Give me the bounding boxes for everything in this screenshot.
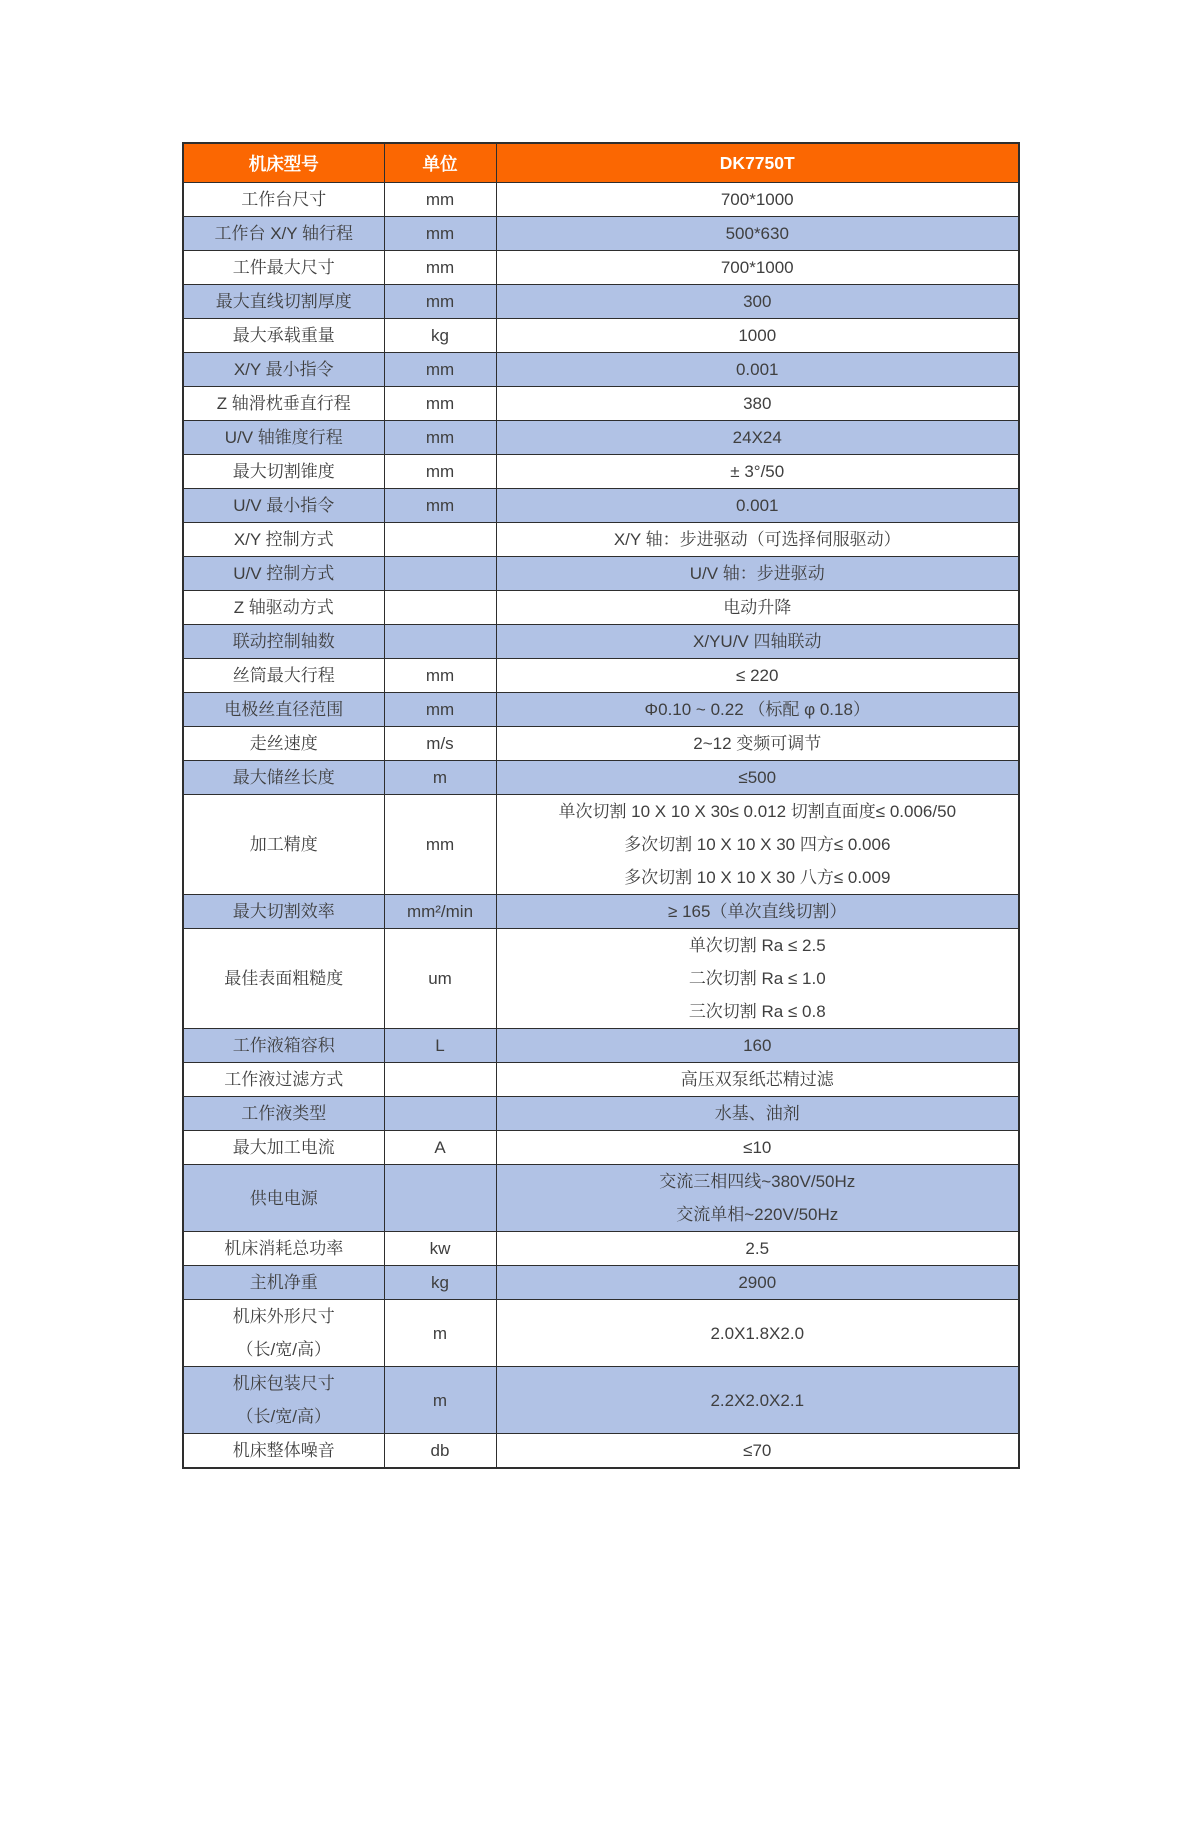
spec-value-cell: 2~12 变频可调节 <box>496 727 1019 761</box>
spec-unit-cell: mm <box>384 353 496 387</box>
spec-value-cell: 2900 <box>496 1266 1019 1300</box>
spec-label-cell: X/Y 最小指令 <box>183 353 384 387</box>
table-row <box>183 455 1019 489</box>
spec-value-cell: 380 <box>496 387 1019 421</box>
spec-value-cell: 2.2X2.0X2.1 <box>496 1367 1019 1434</box>
table-row <box>183 489 1019 523</box>
spec-label-cell: 联动控制轴数 <box>183 625 384 659</box>
spec-label-cell: 机床包装尺寸 （长/宽/高） <box>183 1367 384 1434</box>
spec-unit-cell: mm <box>384 251 496 285</box>
spec-unit-cell <box>384 523 496 557</box>
spec-label-cell: 最佳表面粗糙度 <box>183 929 384 1029</box>
spec-unit-cell <box>384 625 496 659</box>
spec-label-cell: 工件最大尺寸 <box>183 251 384 285</box>
table-row <box>183 285 1019 319</box>
spec-value-cell: 500*630 <box>496 217 1019 251</box>
spec-value-cell: 高压双泵纸芯精过滤 <box>496 1063 1019 1097</box>
spec-label-cell: 工作液箱容积 <box>183 1029 384 1063</box>
table-row <box>183 795 1019 895</box>
spec-label-cell: 最大直线切割厚度 <box>183 285 384 319</box>
spec-unit-cell: mm <box>384 659 496 693</box>
spec-value-cell: 300 <box>496 285 1019 319</box>
spec-table-container <box>182 142 1018 1469</box>
table-row <box>183 1367 1019 1434</box>
table-row <box>183 659 1019 693</box>
spec-unit-cell <box>384 1097 496 1131</box>
spec-value-cell: ≤500 <box>496 761 1019 795</box>
spec-unit-cell: mm <box>384 795 496 895</box>
spec-value-cell: 700*1000 <box>496 251 1019 285</box>
table-row <box>183 1434 1019 1469</box>
spec-unit-cell: mm <box>384 183 496 217</box>
spec-label-cell: 走丝速度 <box>183 727 384 761</box>
table-row <box>183 251 1019 285</box>
spec-label-cell: 机床外形尺寸 （长/宽/高） <box>183 1300 384 1367</box>
spec-label-cell: 最大承载重量 <box>183 319 384 353</box>
table-row <box>183 1029 1019 1063</box>
spec-value-cell: 160 <box>496 1029 1019 1063</box>
spec-label-cell: 供电电源 <box>183 1165 384 1232</box>
table-row <box>183 693 1019 727</box>
spec-unit-cell: mm <box>384 489 496 523</box>
table-row <box>183 387 1019 421</box>
spec-unit-cell: kw <box>384 1232 496 1266</box>
spec-label-cell: 最大切割效率 <box>183 895 384 929</box>
table-row <box>183 625 1019 659</box>
spec-value-cell: 1000 <box>496 319 1019 353</box>
spec-unit-cell <box>384 591 496 625</box>
header-unit-label: 单位 <box>384 143 496 183</box>
table-row <box>183 421 1019 455</box>
spec-unit-cell: A <box>384 1131 496 1165</box>
table-row <box>183 1232 1019 1266</box>
spec-value-cell: 0.001 <box>496 489 1019 523</box>
spec-unit-cell: m <box>384 1367 496 1434</box>
header-row <box>183 143 1019 183</box>
spec-unit-cell <box>384 1165 496 1232</box>
spec-value-cell: 单次切割 10 X 10 X 30≤ 0.012 切割直面度≤ 0.006/50 多次切割 10 X 10 X 30 四方≤ 0.006 多次切割 10 X 10 X 30 八方≤ 0.009 <box>496 795 1019 895</box>
spec-value-cell: ≤10 <box>496 1131 1019 1165</box>
spec-unit-cell: mm <box>384 387 496 421</box>
spec-unit-cell: m <box>384 761 496 795</box>
spec-value-cell: X/Y 轴：步进驱动（可选择伺服驱动） <box>496 523 1019 557</box>
spec-value-cell: 2.5 <box>496 1232 1019 1266</box>
table-row <box>183 523 1019 557</box>
table-row <box>183 1063 1019 1097</box>
spec-value-cell: 24X24 <box>496 421 1019 455</box>
table-row <box>183 727 1019 761</box>
spec-unit-cell: L <box>384 1029 496 1063</box>
spec-value-cell: 0.001 <box>496 353 1019 387</box>
spec-unit-cell: mm <box>384 421 496 455</box>
spec-label-cell: 工作台 X/Y 轴行程 <box>183 217 384 251</box>
spec-value-cell: X/YU/V 四轴联动 <box>496 625 1019 659</box>
header-model-value: DK7750T <box>496 143 1019 183</box>
table-row <box>183 557 1019 591</box>
spec-label-cell: 工作台尺寸 <box>183 183 384 217</box>
spec-label-cell: 最大储丝长度 <box>183 761 384 795</box>
spec-value-cell: ≥ 165（单次直线切割） <box>496 895 1019 929</box>
table-row <box>183 353 1019 387</box>
spec-unit-cell: mm <box>384 285 496 319</box>
spec-unit-cell: kg <box>384 319 496 353</box>
spec-label-cell: 最大加工电流 <box>183 1131 384 1165</box>
table-row <box>183 217 1019 251</box>
spec-label-cell: 最大切割锥度 <box>183 455 384 489</box>
spec-label-cell: 丝筒最大行程 <box>183 659 384 693</box>
table-row <box>183 1131 1019 1165</box>
spec-label-cell: 电极丝直径范围 <box>183 693 384 727</box>
spec-value-cell: 700*1000 <box>496 183 1019 217</box>
spec-unit-cell: mm <box>384 455 496 489</box>
spec-unit-cell: mm²/min <box>384 895 496 929</box>
spec-label-cell: Z 轴滑枕垂直行程 <box>183 387 384 421</box>
spec-label-cell: 工作液类型 <box>183 1097 384 1131</box>
spec-unit-cell: kg <box>384 1266 496 1300</box>
table-row <box>183 183 1019 217</box>
spec-unit-cell: db <box>384 1434 496 1469</box>
spec-value-cell: U/V 轴：步进驱动 <box>496 557 1019 591</box>
spec-label-cell: U/V 控制方式 <box>183 557 384 591</box>
spec-value-cell: Φ0.10 ~ 0.22 （标配 φ 0.18） <box>496 693 1019 727</box>
spec-label-cell: 机床整体噪音 <box>183 1434 384 1469</box>
spec-value-cell: ≤ 220 <box>496 659 1019 693</box>
table-row <box>183 1300 1019 1367</box>
spec-unit-cell <box>384 557 496 591</box>
table-row <box>183 1097 1019 1131</box>
table-row <box>183 1266 1019 1300</box>
spec-value-cell: 2.0X1.8X2.0 <box>496 1300 1019 1367</box>
spec-value-cell: 单次切割 Ra ≤ 2.5 二次切割 Ra ≤ 1.0 三次切割 Ra ≤ 0.8 <box>496 929 1019 1029</box>
table-row <box>183 761 1019 795</box>
spec-value-cell: ± 3°/50 <box>496 455 1019 489</box>
spec-label-cell: Z 轴驱动方式 <box>183 591 384 625</box>
table-row <box>183 591 1019 625</box>
spec-table-body <box>183 183 1019 1469</box>
spec-label-cell: 加工精度 <box>183 795 384 895</box>
spec-label-cell: 机床消耗总功率 <box>183 1232 384 1266</box>
spec-label-cell: 工作液过滤方式 <box>183 1063 384 1097</box>
spec-value-cell: 电动升降 <box>496 591 1019 625</box>
header-model-label: 机床型号 <box>183 143 384 183</box>
spec-value-cell: 交流三相四线~380V/50Hz 交流单相~220V/50Hz <box>496 1165 1019 1232</box>
spec-unit-cell: m/s <box>384 727 496 761</box>
spec-label-cell: 主机净重 <box>183 1266 384 1300</box>
spec-label-cell: U/V 轴锥度行程 <box>183 421 384 455</box>
spec-value-cell: ≤70 <box>496 1434 1019 1469</box>
spec-unit-cell <box>384 1063 496 1097</box>
spec-label-cell: X/Y 控制方式 <box>183 523 384 557</box>
table-row <box>183 929 1019 1029</box>
table-row <box>183 895 1019 929</box>
spec-value-cell: 水基、油剂 <box>496 1097 1019 1131</box>
table-row <box>183 1165 1019 1232</box>
spec-unit-cell: um <box>384 929 496 1029</box>
machine-spec-table <box>182 142 1020 1469</box>
spec-unit-cell: mm <box>384 693 496 727</box>
spec-unit-cell: mm <box>384 217 496 251</box>
spec-label-cell: U/V 最小指令 <box>183 489 384 523</box>
spec-unit-cell: m <box>384 1300 496 1367</box>
table-row <box>183 319 1019 353</box>
